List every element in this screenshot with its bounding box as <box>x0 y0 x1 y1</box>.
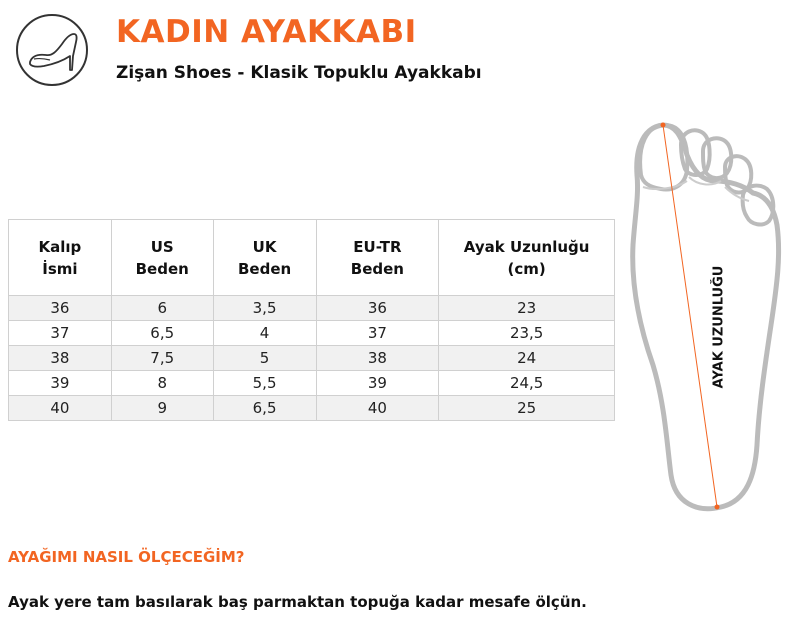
howto-heading: AYAĞIMI NASIL ÖLÇECEĞİM? <box>8 548 245 566</box>
column-header-line: Beden <box>350 259 404 278</box>
measure-point-heel <box>715 505 720 510</box>
table-cell: 38 <box>316 346 439 371</box>
high-heel-shoe-icon <box>26 26 82 76</box>
table-cell: 37 <box>316 321 439 346</box>
measure-point-toe <box>661 123 666 128</box>
column-header-line: UK <box>252 237 277 256</box>
table-row <box>9 396 615 421</box>
table-cell: 39 <box>9 371 112 396</box>
table-header-row <box>9 220 615 296</box>
table-cell: 36 <box>9 296 112 321</box>
table-cell: 8 <box>111 371 213 396</box>
logo-badge <box>16 14 88 86</box>
column-header-foot-length <box>439 220 615 296</box>
howto-instruction: Ayak yere tam basılarak baş parmaktan topuğa kadar mesafe ölçün. <box>8 593 587 611</box>
column-header-kalip <box>9 220 112 296</box>
table-row <box>9 321 615 346</box>
table-cell: 24 <box>439 346 615 371</box>
column-header-line: (cm) <box>507 259 546 278</box>
column-header-us <box>111 220 213 296</box>
table-cell: 9 <box>111 396 213 421</box>
table-cell: 39 <box>316 371 439 396</box>
table-cell: 36 <box>316 296 439 321</box>
table-row <box>9 346 615 371</box>
column-header-line: Ayak Uzunluğu <box>463 237 590 256</box>
table-cell: 5,5 <box>213 371 316 396</box>
table-cell: 25 <box>439 396 615 421</box>
table-cell: 23,5 <box>439 321 615 346</box>
foot-sole-outline <box>633 125 779 509</box>
table-cell: 6 <box>111 296 213 321</box>
column-header-line: Beden <box>135 259 189 278</box>
table-cell: 40 <box>9 396 112 421</box>
table-cell: 5 <box>213 346 316 371</box>
table-cell: 6,5 <box>111 321 213 346</box>
column-header-uk <box>213 220 316 296</box>
column-header-line: EU-TR <box>353 237 402 256</box>
table-cell: 3,5 <box>213 296 316 321</box>
table-cell: 37 <box>9 321 112 346</box>
foot-outline-icon <box>625 115 790 520</box>
table-row <box>9 296 615 321</box>
table-cell: 6,5 <box>213 396 316 421</box>
column-header-line: İsmi <box>42 259 78 278</box>
table-cell: 23 <box>439 296 615 321</box>
column-header-line: Beden <box>237 259 292 278</box>
table-cell: 38 <box>9 346 112 371</box>
column-header-line: US <box>150 237 174 256</box>
foot-length-label: AYAK UZUNLUĞU <box>711 265 727 389</box>
size-chart-table <box>8 219 615 421</box>
page-subtitle: Zişan Shoes - Klasik Topuklu Ayakkabı <box>116 63 482 83</box>
table-cell: 7,5 <box>111 346 213 371</box>
table-cell: 4 <box>213 321 316 346</box>
table-cell: 24,5 <box>439 371 615 396</box>
column-header-line: Kalıp <box>38 237 82 256</box>
page-title: KADIN AYAKKABI <box>116 14 417 50</box>
column-header-eu-tr <box>316 220 439 296</box>
table-row <box>9 371 615 396</box>
table-cell: 40 <box>316 396 439 421</box>
